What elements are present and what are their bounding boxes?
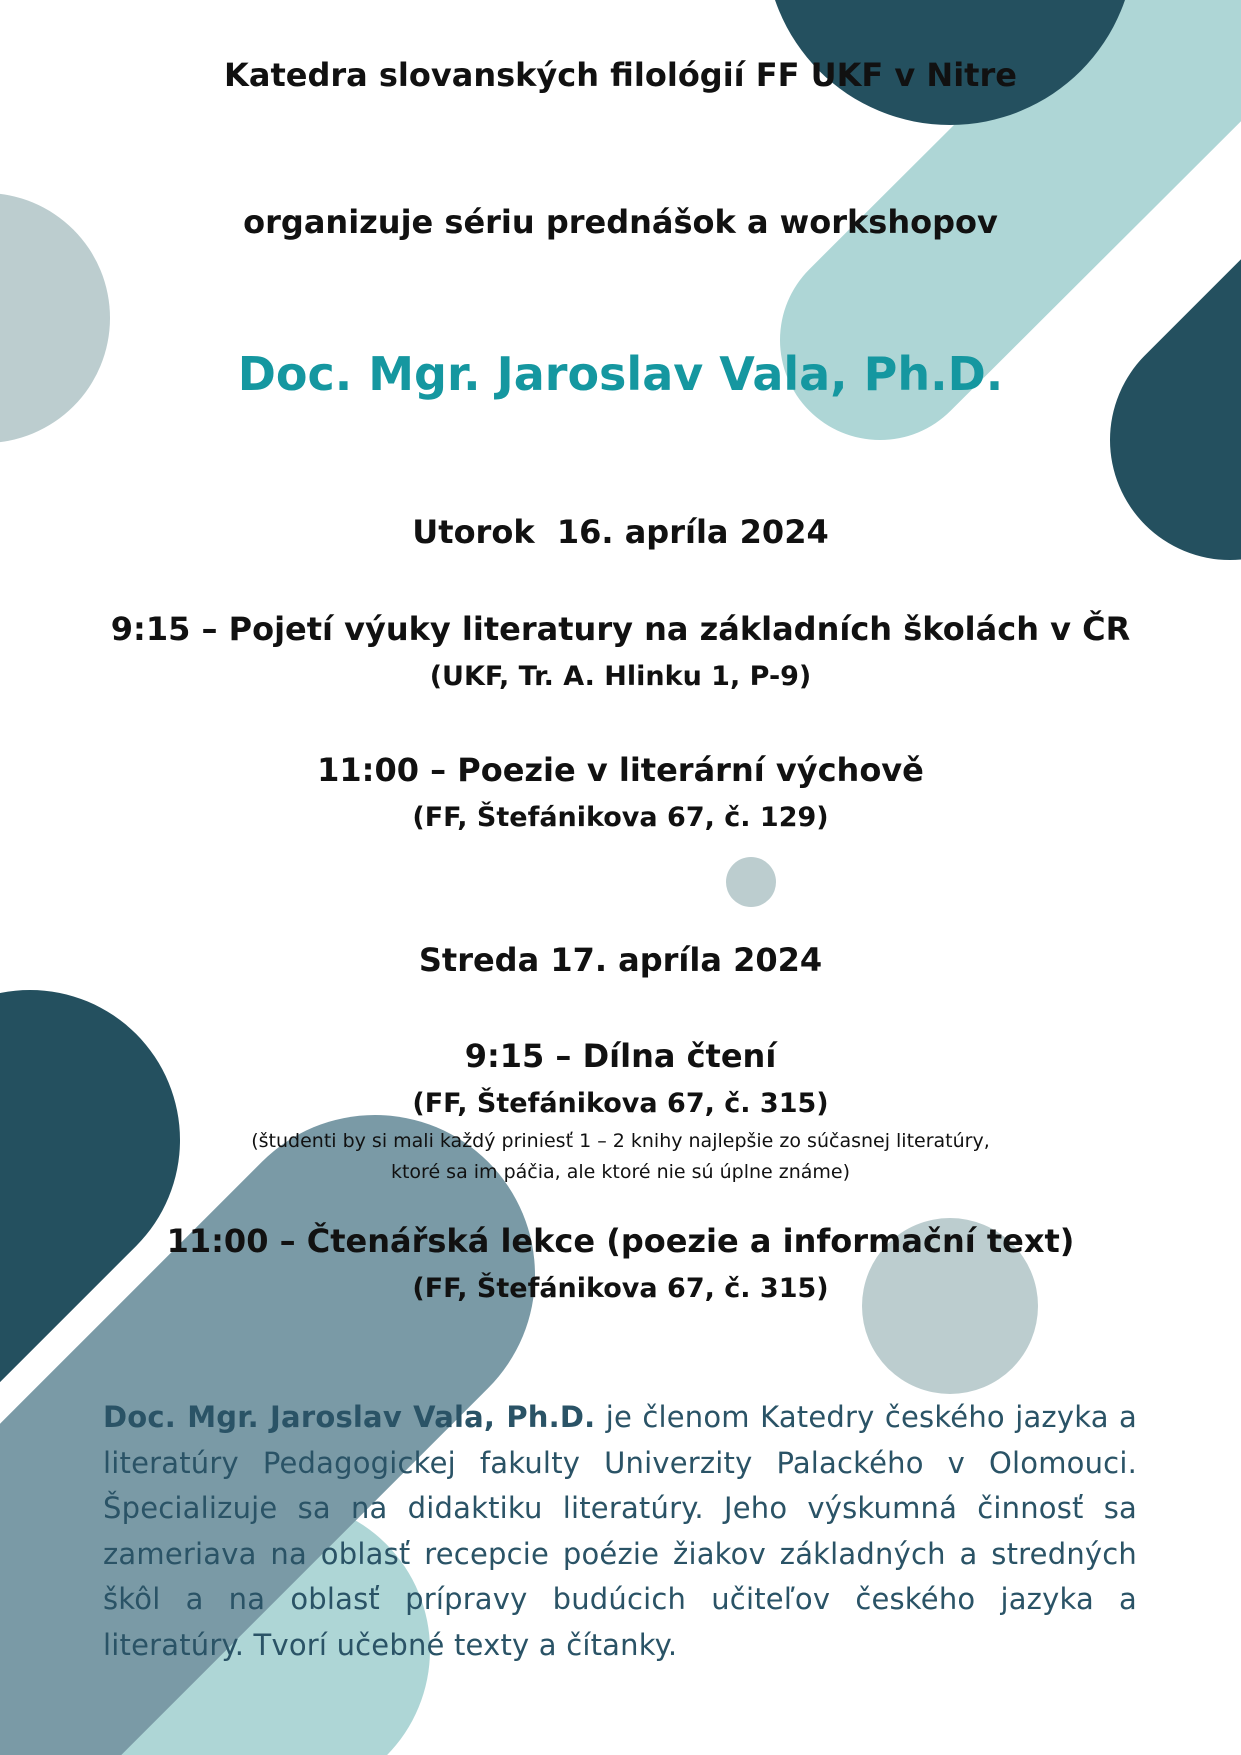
speaker-bio bbox=[103, 1395, 1137, 1668]
day-2-event-1-location: (FF, Štefánikova 67, č. 315) bbox=[412, 1088, 829, 1119]
day-2-event-2-title: 11:00 – Čtenářská lekce (poezie a informační text) bbox=[166, 1222, 1075, 1260]
day-1-event-2-location: (FF, Štefánikova 67, č. 129) bbox=[412, 802, 829, 833]
day-2-event-1-note-line-1: (študenti by si mali každý priniesť 1 – 2 knihy najlepšie zo súčasnej literatúry, bbox=[251, 1130, 990, 1152]
day-2-event-1-title: 9:15 – Dílna čtení bbox=[464, 1037, 777, 1075]
day-2-event-1-note-line-2: ktoré sa im páčia, ale ktoré nie sú úplne známe) bbox=[390, 1161, 851, 1183]
bio-speaker-name: Doc. Mgr. Jaroslav Vala, Ph.D. bbox=[103, 1400, 596, 1434]
bio-text: je členom Katedry českého jazyka a literatúry Pedagogickej fakulty Univerzity Palackého v Olomouci. Špecializuje sa na didaktiku literatúry. Jeho výskumná činnosť sa zameriava na oblasť recepcie poézie žiakov základných a stredných škôl a na oblasť prípravy budúcich učiteľov českého jazyka a literatúry. Tvorí učebné texty a čítanky. bbox=[103, 1400, 1137, 1662]
day-2-date: Streda 17. apríla 2024 bbox=[418, 941, 823, 979]
day-1-event-1-title: 9:15 – Pojetí výuky literatury na základních školách v ČR bbox=[110, 610, 1131, 648]
department-title: Katedra slovanských filológií FF UKF v Nitre bbox=[224, 56, 1017, 94]
day-1-date: Utorok 16. apríla 2024 bbox=[412, 513, 829, 551]
day-1-event-2-title: 11:00 – Poezie v literární výchově bbox=[317, 751, 924, 789]
organizes-subtitle: organizuje sériu prednášok a workshopov bbox=[243, 203, 998, 241]
day-1-event-1-location: (UKF, Tr. A. Hlinku 1, P-9) bbox=[429, 661, 812, 692]
speaker-name: Doc. Mgr. Jaroslav Vala, Ph.D. bbox=[237, 347, 1004, 401]
grey-dot-center bbox=[726, 857, 776, 907]
day-2-event-2-location: (FF, Štefánikova 67, č. 315) bbox=[412, 1273, 829, 1304]
